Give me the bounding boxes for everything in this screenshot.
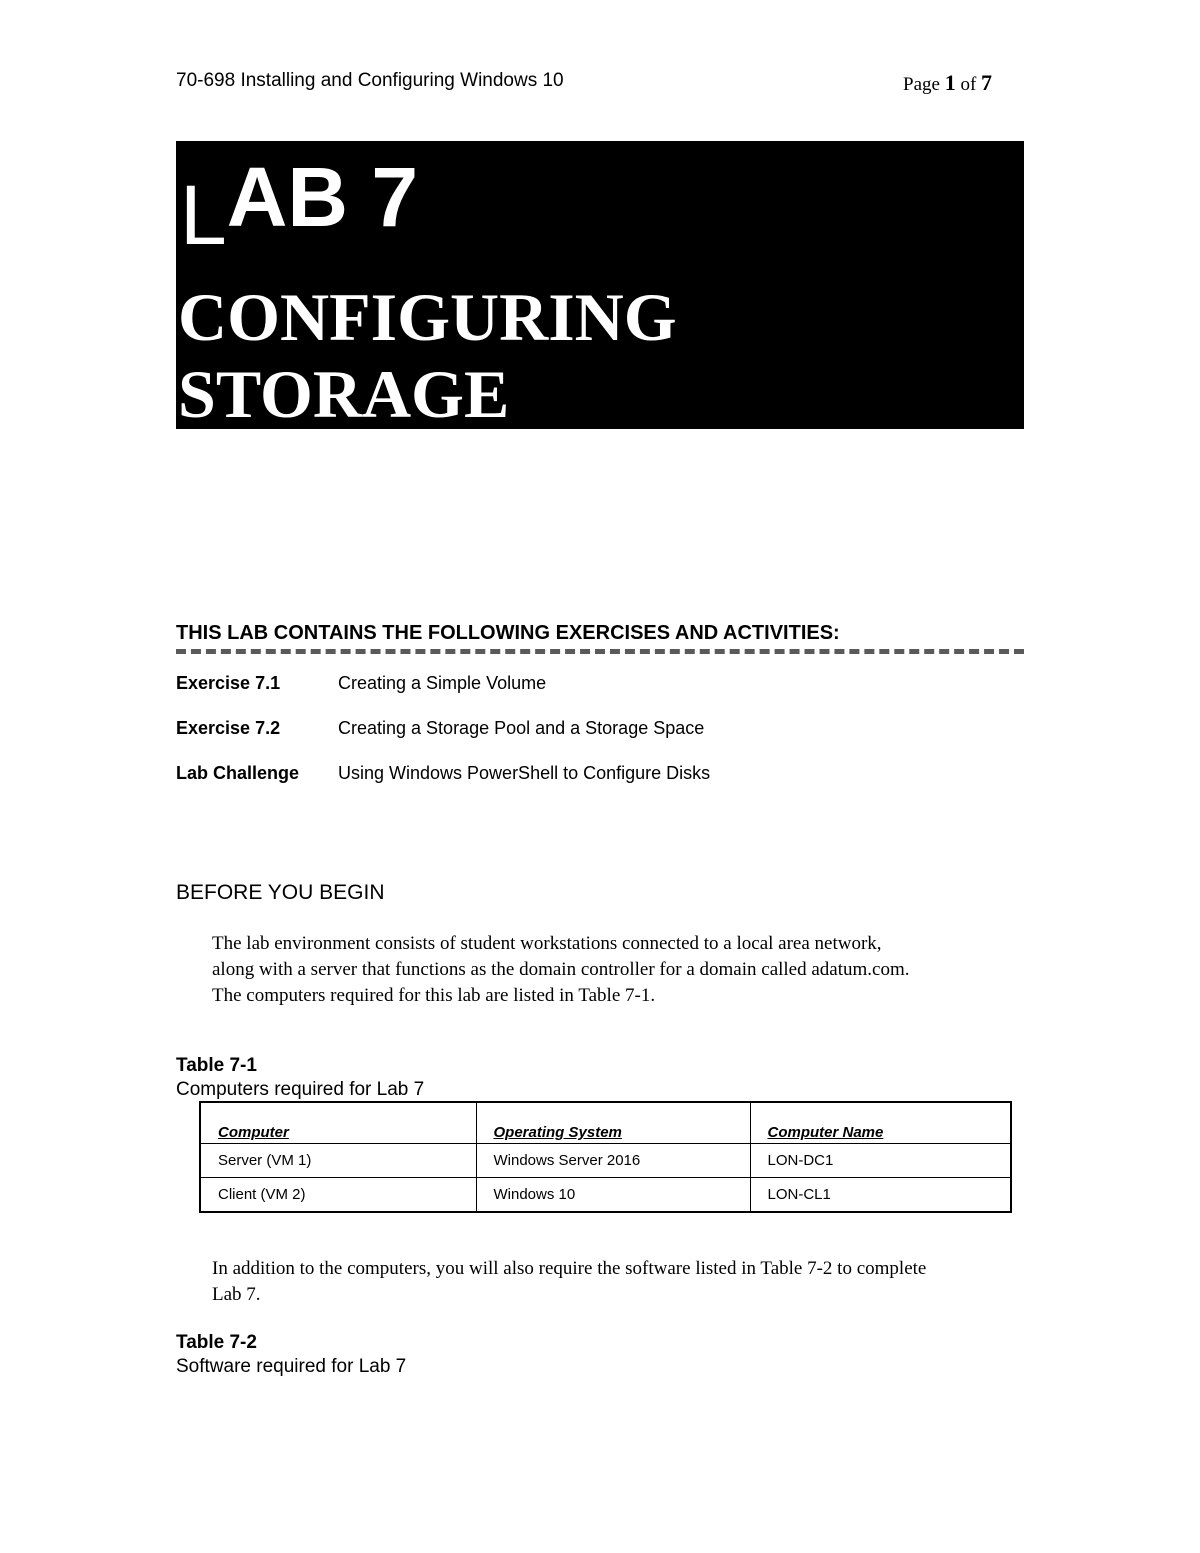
table-2-caption [176, 1331, 406, 1379]
table-cell: Windows Server 2016 [476, 1144, 750, 1178]
exercise-item [176, 673, 546, 694]
exercises-heading: THIS LAB CONTAINS THE FOLLOWING EXERCISES AND ACTIVITIES: [176, 622, 1024, 654]
intro-paragraph: The lab environment consists of student workstations connected to a local area network, along with a server that functions as the domain controller for a domain called adatum.com. The computers required for this lab are listed in Table 7-1. [212, 933, 910, 1006]
lab-initial: L [180, 168, 227, 262]
software-paragraph: In addition to the computers, you will also require the software listed in Table 7-2 to complete Lab 7. [212, 1258, 927, 1305]
running-header-title: 70-698 Installing and Configuring Windows 10 [176, 70, 564, 91]
lab-title [178, 279, 677, 433]
exercise-text: Using Windows PowerShell to Configure Disks [338, 763, 711, 783]
before-you-begin-heading: BEFORE YOU BEGIN [176, 881, 385, 904]
computers-table [199, 1101, 1012, 1213]
exercise-text: Creating a Storage Pool and a Storage Space [338, 718, 705, 738]
lab-title-line-2: STORAGE [178, 356, 510, 432]
of-word: of [960, 74, 977, 95]
exercise-item [176, 763, 710, 784]
table-number: Table 7-1 [176, 1055, 257, 1076]
exercise-item [176, 718, 704, 739]
page-indicator [903, 70, 992, 96]
table-caption: Software required for Lab 7 [176, 1356, 407, 1377]
page-number: 1 [944, 70, 956, 95]
table-1-caption [176, 1054, 424, 1102]
table-cell: Windows 10 [476, 1178, 750, 1213]
column-header: Operating System [476, 1102, 750, 1144]
table-header-row [200, 1102, 1011, 1144]
exercise-label: Exercise 7.2 [176, 718, 281, 738]
lab-title-banner [176, 141, 1024, 432]
lab-number-rest: AB 7 [226, 150, 419, 244]
exercise-text: Creating a Simple Volume [338, 673, 547, 693]
table-caption: Computers required for Lab 7 [176, 1079, 425, 1100]
page-word: Page [903, 74, 940, 95]
exercise-label: Lab Challenge [176, 763, 300, 783]
table-cell: LON-DC1 [750, 1144, 1011, 1178]
column-header: Computer [200, 1102, 476, 1144]
table-cell: LON-CL1 [750, 1178, 1011, 1213]
lab-title-line-1: CONFIGURING [178, 279, 677, 355]
exercise-label: Exercise 7.1 [176, 673, 281, 693]
page-total: 7 [981, 70, 993, 95]
column-header: Computer Name [750, 1102, 1011, 1144]
table-cell: Server (VM 1) [200, 1144, 476, 1178]
table-cell: Client (VM 2) [200, 1178, 476, 1213]
table-number: Table 7-2 [176, 1332, 257, 1353]
table-row [200, 1178, 1011, 1213]
lab-number [180, 150, 419, 262]
table-row [200, 1144, 1011, 1178]
